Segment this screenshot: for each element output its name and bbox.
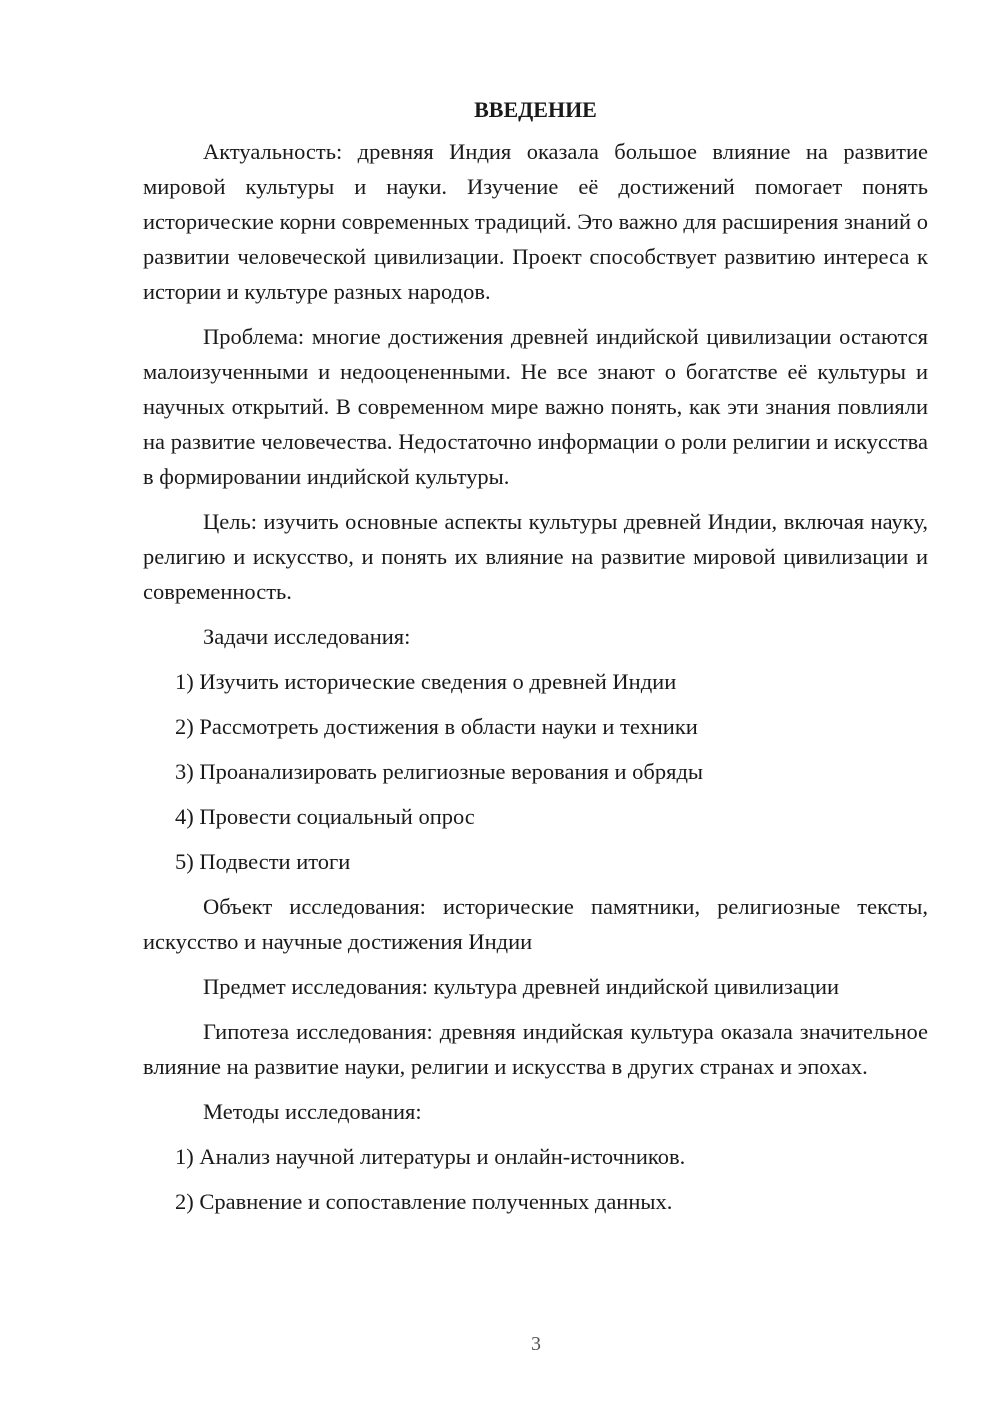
task-item: 2) Рассмотреть достижения в области науки и техники: [175, 714, 698, 739]
hypothesis-paragraph: Гипотеза исследования: древняя индийская культура оказала значительное влияние на развитие науки, религии и искусства в других странах и эпохах.: [143, 1019, 928, 1079]
goal-paragraph: Цель: изучить основные аспекты культуры древней Индии, включая науку, религию и искусство, и понять их влияние на развитие мировой цивилизации и современность.: [143, 509, 928, 604]
task-item: 3) Проанализировать религиозные верования и обряды: [175, 759, 704, 784]
problem-paragraph: Проблема: многие достижения древней индийской цивилизации остаются малоизученными и недооцененными. Не все знают о богатстве её культуры и научных открытий. В современном мире важно понять, как эти знания повлияли на развитие человечества. Недостаточно информации о роли религии и искусства в формировании индийской культуры.: [143, 324, 928, 489]
subject-paragraph: Предмет исследования: культура древней индийской цивилизации: [203, 974, 840, 999]
task-item: 5) Подвести итоги: [175, 849, 351, 874]
page-number: 3: [531, 1333, 541, 1355]
task-item: 1) Изучить исторические сведения о древней Индии: [175, 669, 677, 694]
section-title: ВВЕДЕНИЕ: [474, 97, 597, 122]
methods-list: [143, 1139, 928, 1219]
object-paragraph: Объект исследования: исторические памятники, религиозные тексты, искусство и научные достижения Индии: [143, 894, 928, 954]
document-page: [143, 92, 928, 1229]
relevance-paragraph: Актуальность: древняя Индия оказала большое влияние на развитие мировой культуры и науки. Изучение её достижений помогает понять исторические корни современных традиций. Это важно для расширения знаний о развитии человеческой цивилизации. Проект способствует развитию интереса к истории и культуре разных народов.: [143, 139, 928, 304]
tasks-heading: Задачи исследования:: [203, 624, 411, 649]
tasks-list: [143, 664, 928, 879]
methods-heading: Методы исследования:: [203, 1099, 422, 1124]
method-item: 1) Анализ научной литературы и онлайн-источников.: [175, 1144, 686, 1169]
method-item: 2) Сравнение и сопоставление полученных данных.: [175, 1189, 673, 1214]
task-item: 4) Провести социальный опрос: [175, 804, 475, 829]
